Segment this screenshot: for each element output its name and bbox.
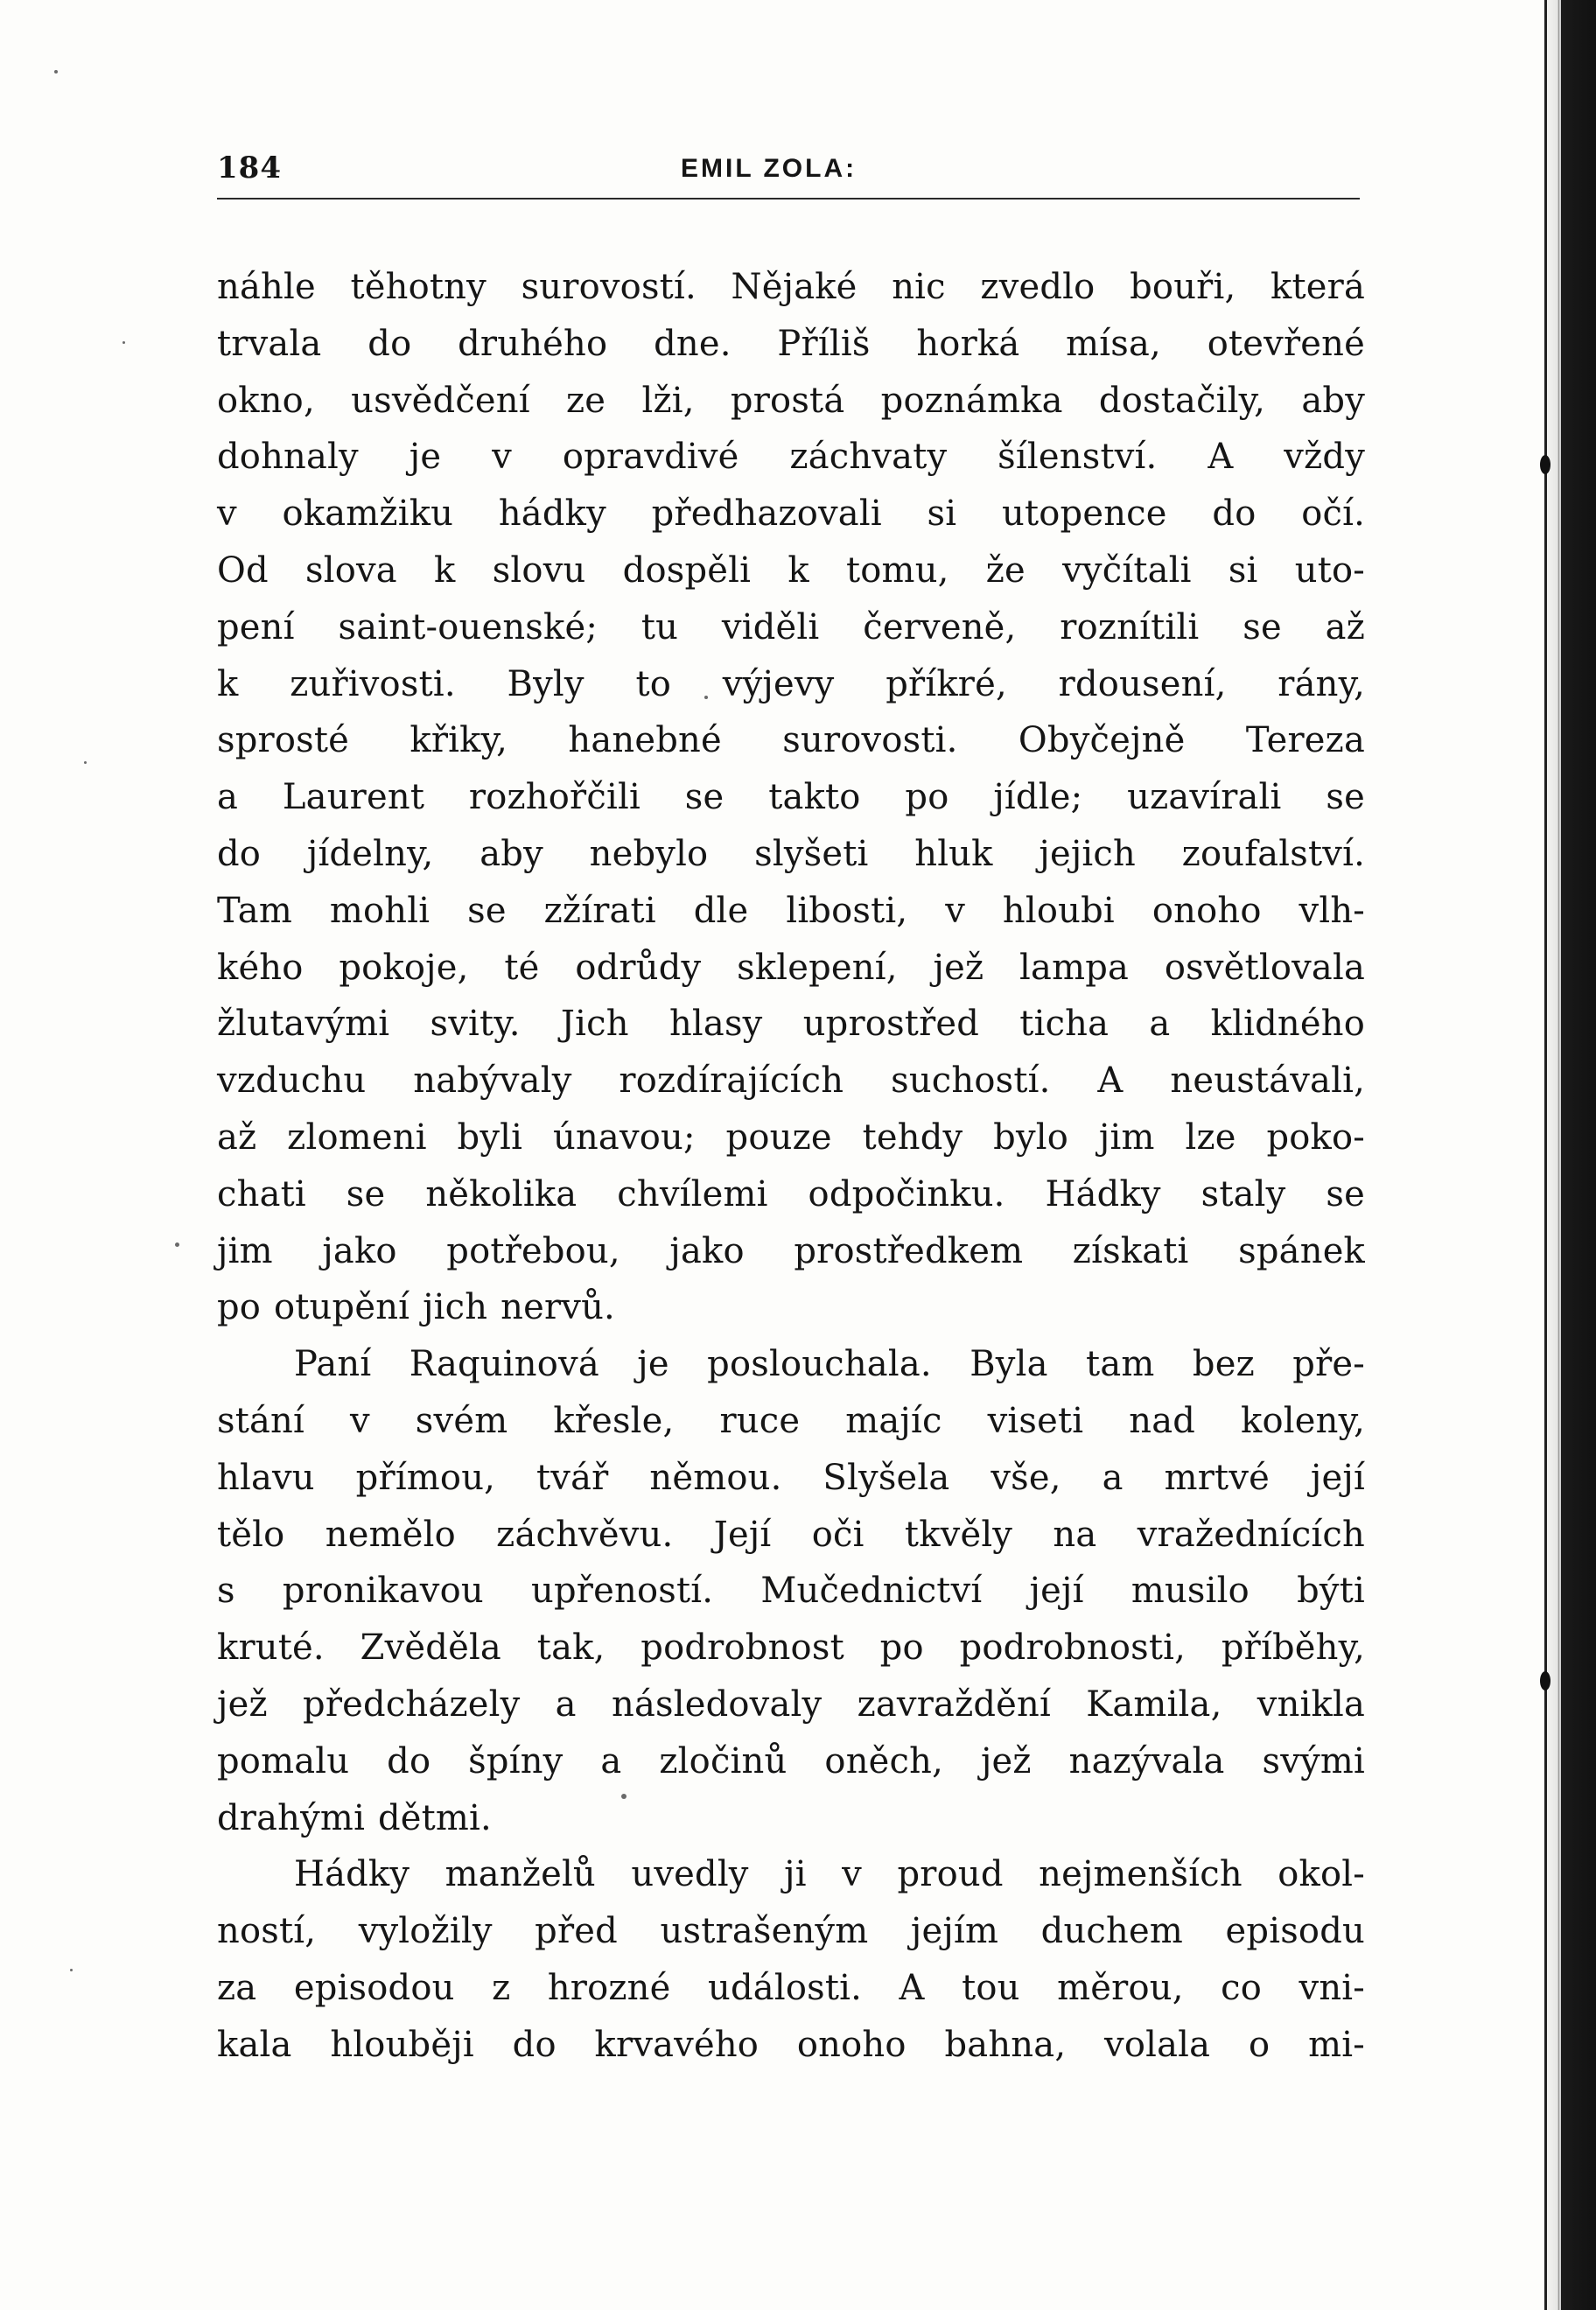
paper-speck bbox=[84, 761, 87, 764]
paper-speck bbox=[122, 341, 125, 344]
text-line: až zlomeni byli únavou; pouze tehdy bylo jim lze poko- bbox=[217, 1116, 1365, 1158]
text-line: a Laurent rozhořčili se takto po jídle; uzavírali se bbox=[217, 777, 1365, 818]
binding-line-inner bbox=[1559, 0, 1561, 2310]
binding-line bbox=[1544, 0, 1547, 2310]
text-line: dohnaly je v opravdivé záchvaty šílenství. A vždy bbox=[217, 437, 1365, 478]
text-line: jež předcházely a následovaly zavraždění Kamila, vnikla bbox=[217, 1684, 1365, 1725]
running-head: EMIL ZOLA: bbox=[681, 154, 858, 183]
text-line: Tam mohli se zžírati dle libosti, v hloubi onoho vlh- bbox=[217, 890, 1365, 931]
text-line: tělo nemělo záchvěvu. Její oči tkvěly na vražednících bbox=[217, 1514, 1365, 1555]
page-number: 184 bbox=[217, 150, 282, 186]
text-line: Paní Raquinová je poslouchala. Byla tam bez pře- bbox=[294, 1344, 1365, 1385]
text-line: v okamžiku hádky předhazovali si utopence do očí. bbox=[217, 494, 1365, 535]
text-line: vzduchu nabývaly rozdírajících suchostí. A neustávali, bbox=[217, 1060, 1365, 1102]
text-line: drahými dětmi. bbox=[217, 1797, 492, 1838]
text-line: trvala do druhého dne. Příliš horká mísa, otevřené bbox=[217, 323, 1365, 364]
text-line: kala hlouběji do krvavého onoho bahna, volala o mi- bbox=[217, 2024, 1365, 2065]
text-line: ností, vyložily před ustrašeným jejím duchem episodu bbox=[217, 1911, 1365, 1952]
text-line: za episodou z hrozné události. A tou měrou, co vni- bbox=[217, 1967, 1365, 2008]
text-line: náhle těhotny surovostí. Nějaké nic zvedlo bouři, která bbox=[217, 267, 1365, 307]
text-line: chati se několika chvílemi odpočinku. Hádky staly se bbox=[217, 1173, 1365, 1214]
binding-stitch bbox=[1540, 1671, 1550, 1690]
text-line: po otupění jich nervů. bbox=[217, 1287, 615, 1328]
binding-edge bbox=[1545, 0, 1596, 2310]
text-line: sprosté křiky, hanebné surovosti. Obyčejně Tereza bbox=[217, 720, 1365, 761]
paper-speck bbox=[54, 70, 58, 74]
text-line: pomalu do špíny a zločinů oněch, jež nazývala svými bbox=[217, 1740, 1365, 1782]
text-line: s pronikavou upřeností. Mučednictví její musilo býti bbox=[217, 1571, 1365, 1612]
text-line: jim jako potřebou, jako prostředkem získati spánek bbox=[217, 1230, 1365, 1271]
paper-speck bbox=[70, 1969, 73, 1971]
text-line: žlutavými svity. Jich hlasy uprostřed ticha a klidného bbox=[217, 1004, 1365, 1045]
text-line: kruté. Zvěděla tak, podrobnost po podrobnosti, příběhy, bbox=[217, 1628, 1365, 1669]
text-line: okno, usvědčení ze lži, prostá poznámka dostačily, aby bbox=[217, 380, 1365, 421]
text-line: stání v svém křesle, ruce majíc viseti nad koleny, bbox=[217, 1400, 1365, 1441]
paper-speck bbox=[175, 1242, 179, 1247]
text-line: k zuřivosti. Byly to výjevy příkré, rdousení, rány, bbox=[217, 663, 1365, 704]
text-line: pení saint-ouenské; tu viděli červeně, roznítili se až bbox=[217, 606, 1365, 648]
body-text bbox=[217, 259, 1365, 2074]
binding-stitch bbox=[1540, 455, 1550, 474]
page-header bbox=[217, 150, 1360, 200]
text-line: hlavu přímou, tvář němou. Slyšela vše, a mrtvé její bbox=[217, 1457, 1365, 1498]
text-line: do jídelny, aby nebylo slyšeti hluk jejich zoufalství. bbox=[217, 833, 1365, 874]
text-line: kého pokoje, té odrůdy sklepení, jež lampa osvětlovala bbox=[217, 947, 1365, 988]
text-line: Od slova k slovu dospěli k tomu, že vyčítali si uto- bbox=[217, 550, 1365, 591]
text-line: Hádky manželů uvedly ji v proud nejmenších okol- bbox=[294, 1854, 1365, 1895]
